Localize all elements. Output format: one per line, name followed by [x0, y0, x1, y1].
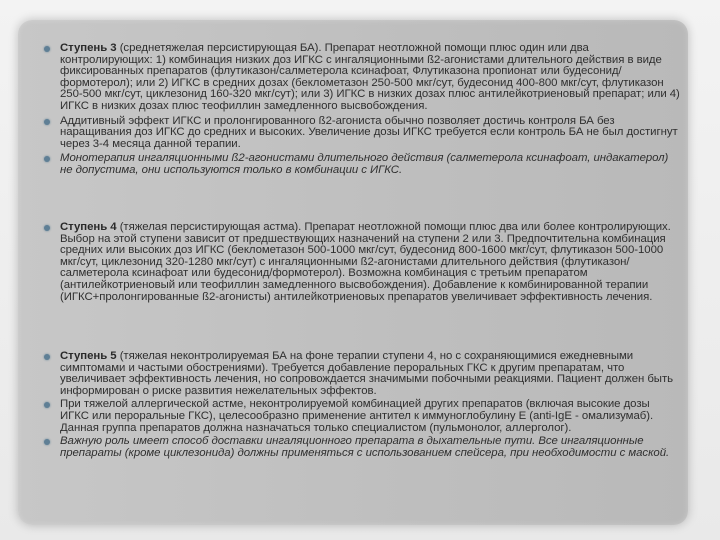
list-item: [60, 351, 680, 397]
step-title: Ступень 4: [60, 221, 117, 233]
list-item: [60, 43, 680, 113]
bullet-icon: [44, 354, 50, 360]
step-3-group: [60, 43, 680, 177]
step-3-paragraph: [60, 43, 680, 113]
step-4-group: [60, 222, 680, 303]
step-3-italic-note: Монотерапия ингаляционными ß2-агонистами длительного действия (салметерола ксинафоат, индакатерол) не допустима, они используются только в комбинации с ИГКС.: [60, 152, 669, 176]
step-description: (тяжелая персистирующая астма). Препарат неотложной помощи плюс два или более контролирующих. Выбор на этой ступени зависит от предшествующих назначений на ступени 2 или 3. Предпочтительна комбинация средних или высоких доз ИГКС (беклометазон 500-1000 мкг/сут, будесонид 800-1600 мкг/сут, флутиказон 500-1000 мкг/сут, циклезонид 320-1280 мкг/сут) с ингаляционными ß2-агонистами длительного действия (флутиказон/салметерола ксинафоат или будесонид/формотерол). Возможна комбинация с третьим препаратом (антилейкотриеновый или теофиллин замедленного высвобождения). Добавление к комбинированной терапии (ИГКС+пролонгированные ß2-агонисты) антилейкотриеновых препаратов увеличивает эффективность лечения.: [60, 221, 671, 303]
step-5-note: При тяжелой аллергической астме, неконтролируемой комбинацией других препаратов (включая высокие дозы ИГКС или пероральные ГКС), целесообразно применение антител к иммуноглобулину Е (anti-IgE - омализумаб). Данная группа препаратов должна назначаться только специалистом (пульмонолог, аллерголог).: [60, 398, 654, 434]
list-item: [60, 436, 680, 459]
bullet-icon: [44, 225, 50, 231]
step-title: Ступень 5: [60, 350, 117, 362]
step-title: Ступень 3: [60, 42, 117, 54]
bullet-icon: [44, 46, 50, 52]
step-5-paragraph: [60, 351, 680, 397]
bullet-icon: [44, 119, 50, 125]
step-5-italic-note: Важную роль имеет способ доставки ингаляционного препарата в дыхательные пути. Все ингаляционные препараты (кроме циклезонида) должны применяться с использованием спейсера, при необходимости с маской.: [60, 435, 670, 459]
list-item: [60, 116, 680, 151]
list-item: [60, 153, 680, 176]
list-item: [60, 399, 680, 434]
step-3-note: Аддитивный эффект ИГКС и пролонгированного ß2-агониста обычно позволяет достичь контроля БА без наращивания доз ИГКС до средних и высоких. Увеличение дозы ИГКС требуется если контроль БА не был достигнут через 3-4 месяца данной терапии.: [60, 114, 678, 150]
list-item: [60, 222, 680, 303]
step-5-group: [60, 351, 680, 459]
step-description: (тяжелая неконтролируемая БА на фоне терапии ступени 4, но с сохраняющимися ежедневными симптомами и частыми обострениями). Требуется добавление пероральных ГКС к другим препаратам, что увеличивает эффективность лечения, но сопровождается значимыми побочными реакциями. Пациент должен быть информирован о риске развития нежелательных эффектов.: [60, 350, 673, 397]
step-description: (среднетяжелая персистирующая БА). Препарат неотложной помощи плюс один или два контролирующих: 1) комбинация низких доз ИГКС с ингаляционными ß2-агонистами длительного действия в виде фиксированных препаратов (флутиказон/салметерола ксинафоат, Флутиказона пропионат или будесонид/формотерол); или 2) ИГКС в средних дозах (беклометазон 250-500 мкг/сут, будесонид 400-800 мкг/сут, флутиказон 250-500 мкг/сут, циклезонид 160-320 мкг/сут); или 3) ИГКС в низких дозах плюс антилейкотриеновый препарат; или 4) ИГКС в низких дозах плюс теофиллин замедленного высвобождения.: [60, 42, 680, 112]
step-4-paragraph: [60, 222, 680, 303]
